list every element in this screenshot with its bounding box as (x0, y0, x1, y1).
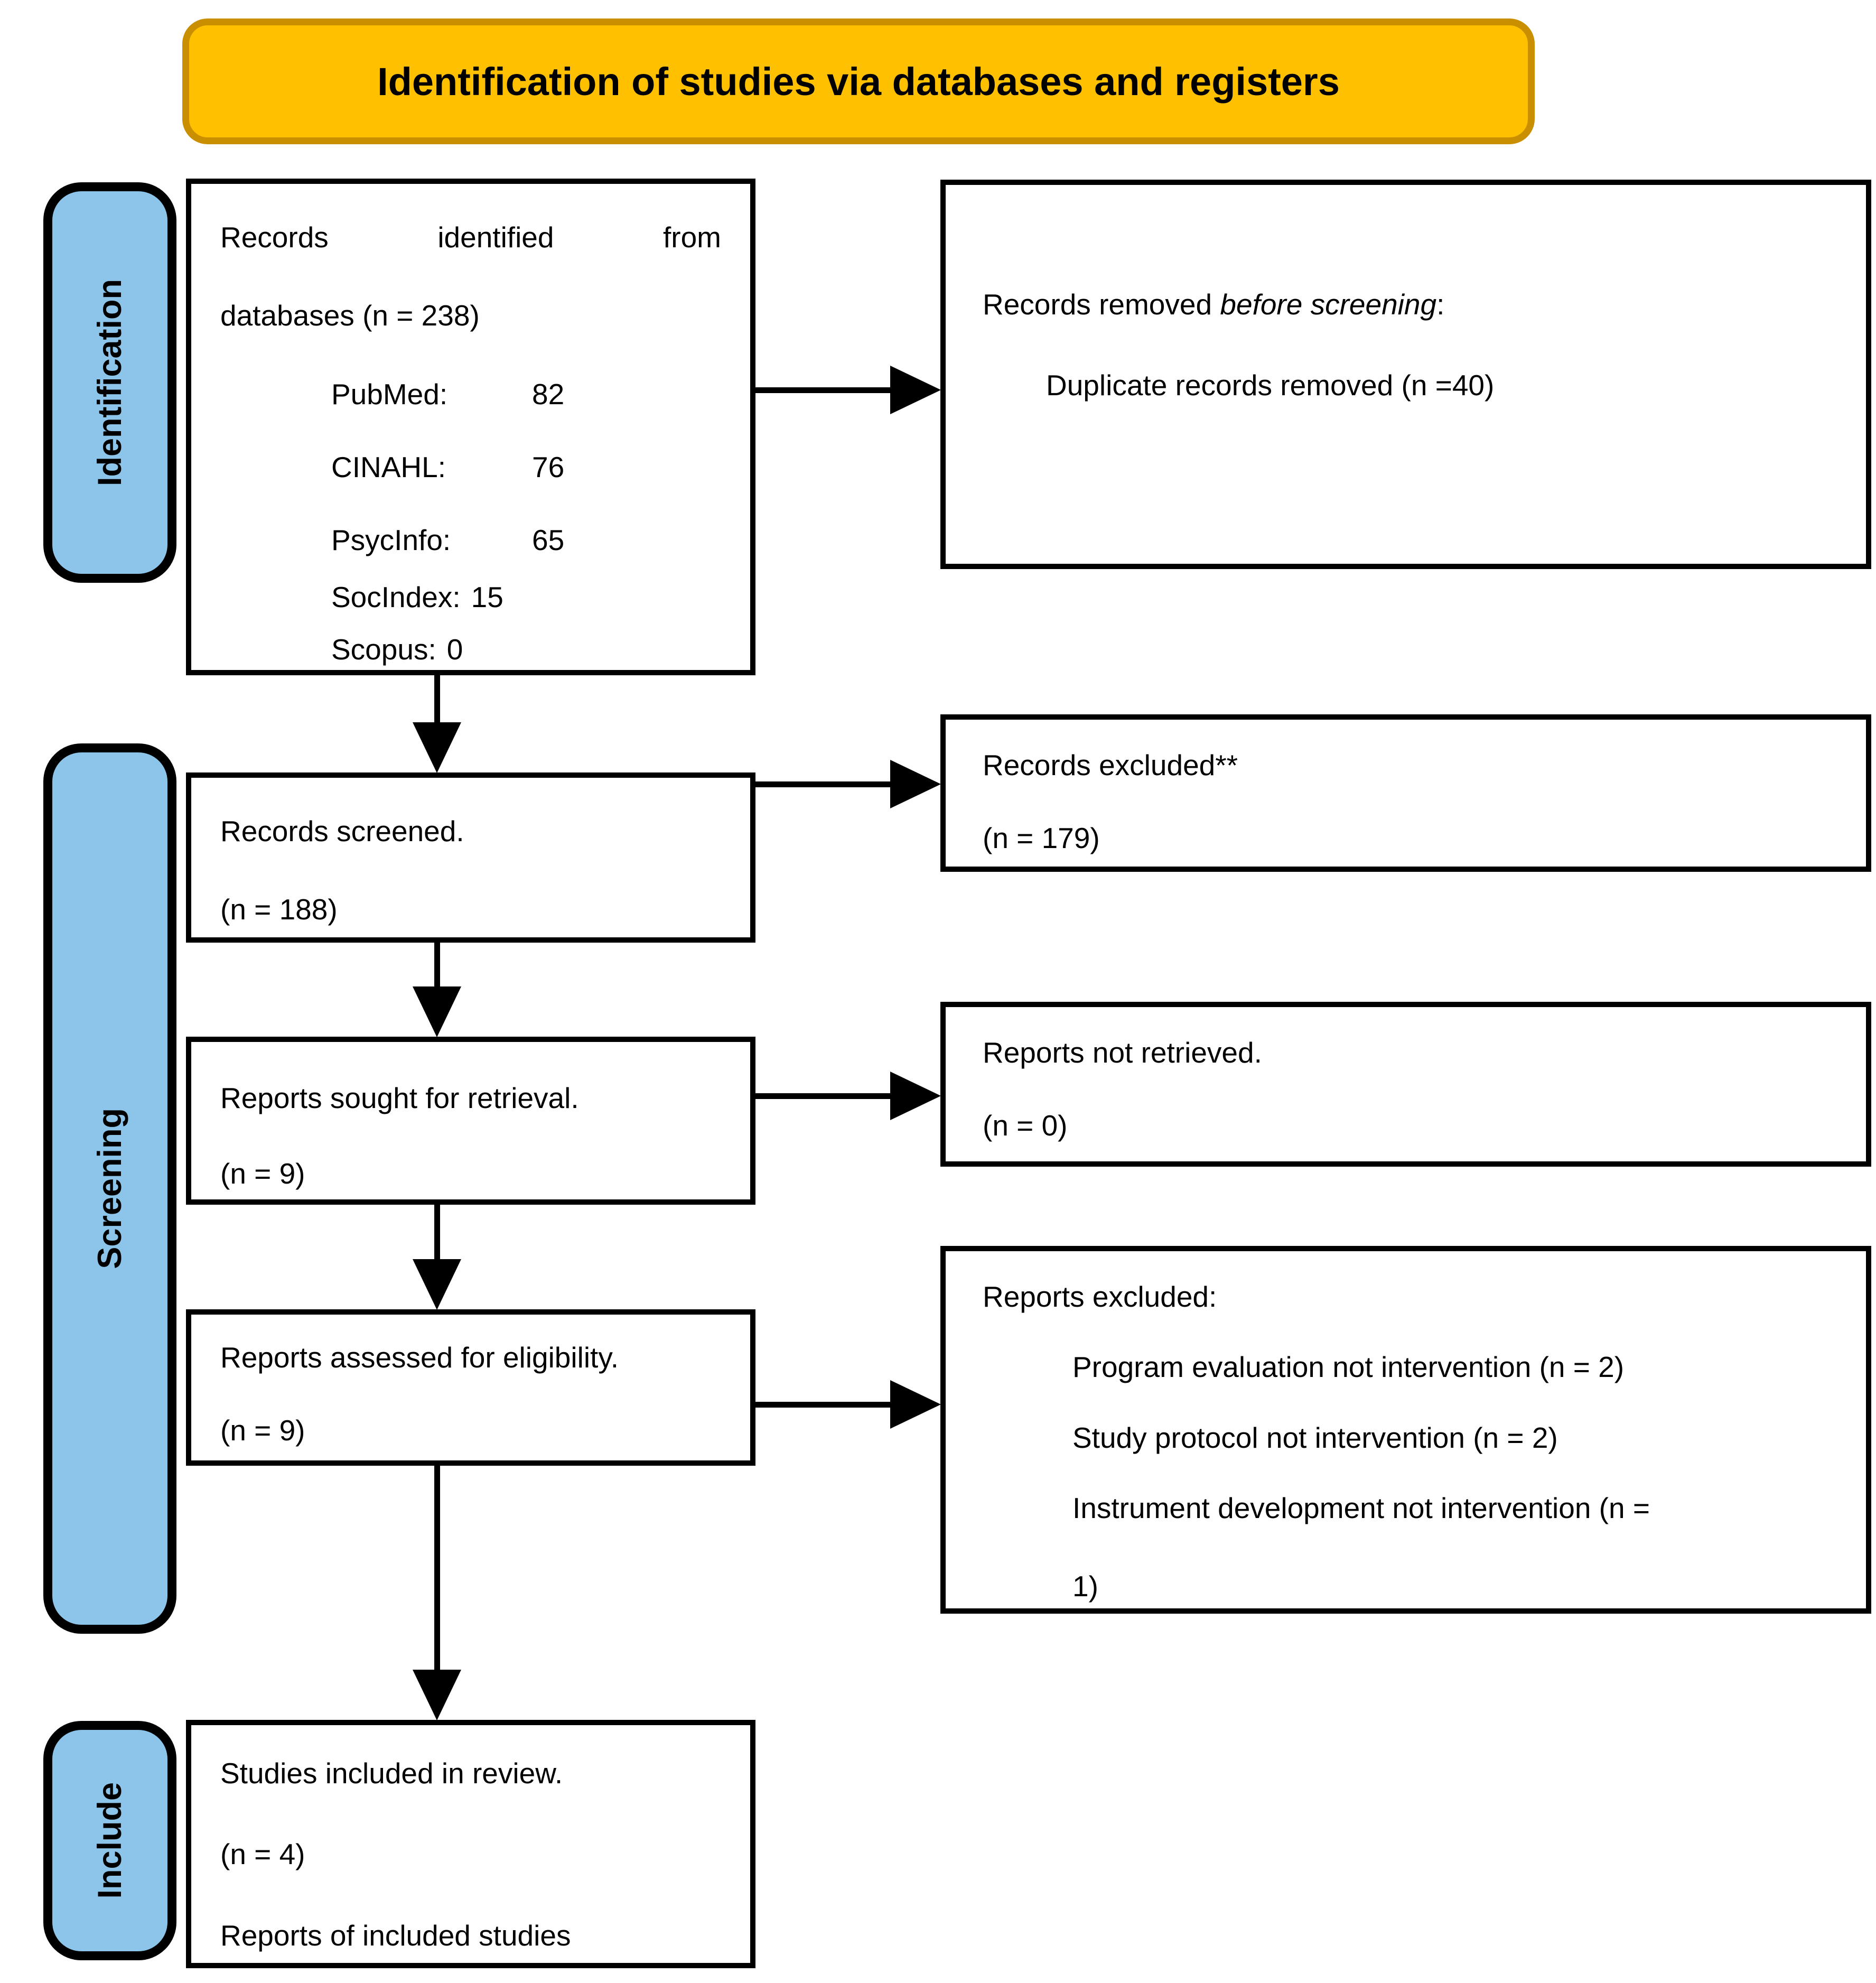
reports-excluded-title: Reports excluded: (983, 1280, 1217, 1313)
arrow-sought-to-assessed-shaft (434, 1205, 440, 1260)
records-identified-line2: databases (n = 238) (220, 299, 480, 332)
stage-label-include-text: Include (91, 1782, 128, 1899)
arrow-screened-to-sought-shaft (434, 943, 440, 990)
records-screened-line1: Records screened. (220, 815, 464, 848)
studies-included-line3: Reports of included studies (220, 1919, 571, 1952)
box-studies-included (186, 1720, 755, 1968)
records-removed-italic: before screening (1220, 288, 1437, 321)
arrow-identified-to-screened-head (413, 722, 461, 773)
reports-not-retrieved-count: (n = 0) (983, 1109, 1068, 1142)
arrow-identified-to-removed-shaft (755, 387, 893, 393)
database-name: SocIndex: (331, 581, 461, 614)
arrow-sought-to-assessed-head (413, 1259, 461, 1310)
arrow-assessed-to-repexcluded-head (890, 1380, 941, 1429)
records-removed-prefix: Records removed (983, 288, 1220, 321)
reports-assessed-count: (n = 9) (220, 1414, 305, 1447)
arrow-screened-to-excluded-head (890, 760, 941, 808)
arrow-sought-to-notretrieved-shaft (755, 1093, 893, 1099)
records-excluded-count: (n = 179) (983, 822, 1100, 855)
box-records-screened (186, 772, 755, 943)
database-row-cinahl (331, 451, 721, 484)
arrow-sought-to-notretrieved-head (890, 1072, 941, 1120)
arrow-assessed-to-included-shaft (434, 1466, 440, 1672)
box-reports-assessed (186, 1309, 755, 1466)
box-records-excluded (940, 714, 1871, 872)
duplicates-removed-item: Duplicate records removed (n =40) (1046, 369, 1495, 402)
stage-label-identification-text: Identification (91, 279, 128, 486)
excluded-reason-instrument-development-wrap: 1) (1072, 1570, 1098, 1603)
database-count: 15 (471, 581, 503, 614)
arrow-screened-to-excluded-shaft (755, 781, 893, 787)
database-count: 76 (532, 450, 565, 483)
records-removed-line1 (983, 288, 1829, 321)
arrow-assessed-to-included-head (413, 1670, 461, 1720)
database-count: 65 (532, 524, 565, 556)
database-name: CINAHL: (331, 450, 446, 483)
database-name: PsycInfo: (331, 524, 451, 556)
database-name: PubMed: (331, 377, 448, 411)
arrow-identified-to-screened-shaft (434, 675, 440, 725)
box-records-removed (940, 180, 1871, 569)
database-name: Scopus: (331, 632, 436, 666)
records-excluded-line1: Records excluded** (983, 749, 1238, 781)
arrow-identified-to-removed-head (890, 366, 941, 414)
database-count: 0 (446, 632, 463, 666)
database-row-pubmed (331, 378, 721, 411)
reports-sought-count: (n = 9) (220, 1157, 305, 1190)
excluded-reason-study-protocol: Study protocol not intervention (n = 2) (1072, 1421, 1558, 1454)
stage-label-screening-text: Screening (91, 1108, 128, 1269)
database-row-socindex (331, 581, 721, 614)
records-screened-count: (n = 188) (220, 893, 338, 926)
stage-label-screening (43, 743, 176, 1634)
database-count: 82 (532, 377, 565, 411)
stage-label-identification (43, 182, 176, 583)
arrow-assessed-to-repexcluded-shaft (755, 1402, 893, 1408)
database-row-scopus (331, 633, 721, 666)
records-identified-line1: Records identified from (220, 221, 721, 254)
reports-not-retrieved-line1: Reports not retrieved. (983, 1036, 1262, 1069)
reports-sought-line1: Reports sought for retrieval. (220, 1082, 579, 1114)
excluded-reason-program-evaluation: Program evaluation not intervention (n = 2) (1072, 1351, 1625, 1384)
studies-included-count: (n = 4) (220, 1838, 305, 1871)
reports-assessed-line1: Reports assessed for eligibility. (220, 1341, 619, 1374)
box-records-identified (186, 179, 755, 675)
database-row-psycinfo (331, 524, 721, 557)
box-reports-not-retrieved (940, 1002, 1871, 1167)
excluded-reason-instrument-development: Instrument development not intervention (n = (1072, 1491, 1650, 1524)
diagram-title: Identification of studies via databases and registers (377, 59, 1340, 104)
records-removed-suffix: : (1436, 288, 1445, 321)
arrow-screened-to-sought-head (413, 986, 461, 1037)
studies-included-line1: Studies included in review. (220, 1757, 563, 1790)
title-banner (182, 18, 1535, 144)
box-reports-sought (186, 1037, 755, 1205)
box-reports-excluded-reasons (940, 1246, 1871, 1614)
stage-label-include (43, 1721, 176, 1960)
